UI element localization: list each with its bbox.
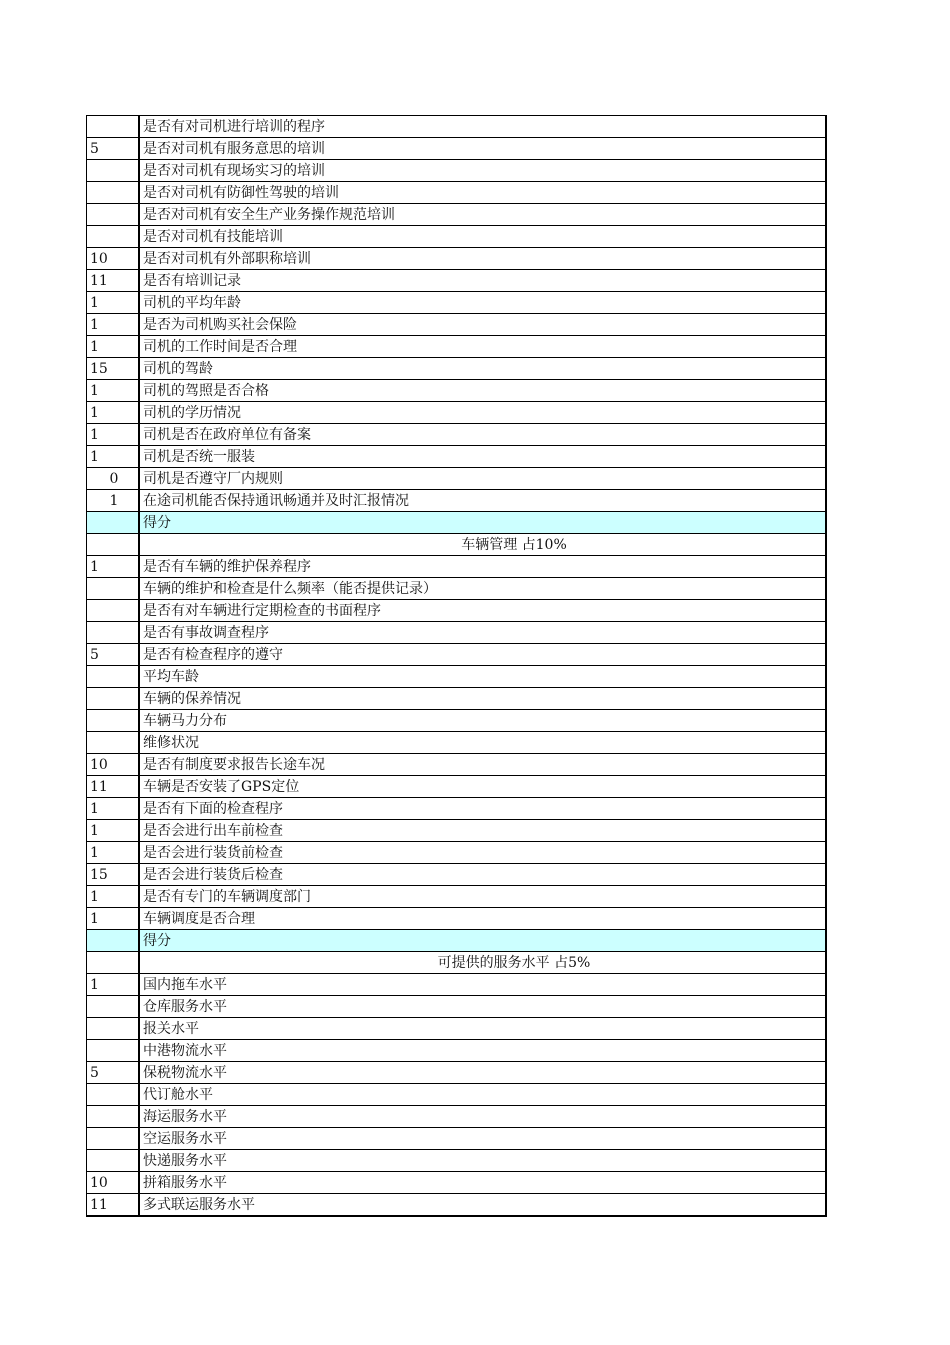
row-number-cell[interactable] xyxy=(87,226,140,248)
criterion-cell[interactable]: 司机的驾龄 xyxy=(139,358,826,380)
table-row xyxy=(87,820,827,842)
criterion-cell[interactable]: 仓库服务水平 xyxy=(139,996,826,1018)
row-number-cell[interactable]: 0 xyxy=(87,468,140,490)
criterion-cell[interactable]: 国内拖车水平 xyxy=(139,974,826,996)
table-row xyxy=(87,622,827,644)
table-row xyxy=(87,666,827,688)
table-row xyxy=(87,468,827,490)
criterion-cell[interactable]: 维修状况 xyxy=(139,732,826,754)
row-number-cell[interactable]: 11 xyxy=(87,776,140,798)
table-row xyxy=(87,974,827,996)
row-number-cell[interactable] xyxy=(87,1018,140,1040)
criterion-cell[interactable]: 是否有制度要求报告长途车况 xyxy=(139,754,826,776)
table-row xyxy=(87,314,827,336)
row-number-cell[interactable]: 5 xyxy=(87,138,140,160)
table-row xyxy=(87,226,827,248)
row-number-cell[interactable] xyxy=(87,1106,140,1128)
criterion-cell[interactable]: 多式联运服务水平 xyxy=(139,1194,826,1217)
row-number-cell[interactable] xyxy=(87,204,140,226)
criterion-cell[interactable]: 是否有下面的检查程序 xyxy=(139,798,826,820)
criterion-cell[interactable]: 车辆是否安装了GPS定位 xyxy=(139,776,826,798)
section-header-row xyxy=(87,952,827,974)
table-row xyxy=(87,1128,827,1150)
table-row xyxy=(87,754,827,776)
row-number-cell[interactable]: 1 xyxy=(87,336,140,358)
table-row xyxy=(87,578,827,600)
criterion-cell[interactable]: 在途司机能否保持通讯畅通并及时汇报情况 xyxy=(139,490,826,512)
row-number-cell[interactable] xyxy=(87,996,140,1018)
row-number-cell[interactable]: 15 xyxy=(87,864,140,886)
criterion-cell[interactable]: 保税物流水平 xyxy=(139,1062,826,1084)
criterion-cell[interactable]: 快递服务水平 xyxy=(139,1150,826,1172)
table-row xyxy=(87,732,827,754)
criterion-cell[interactable]: 是否会进行装货前检查 xyxy=(139,842,826,864)
row-number-cell[interactable] xyxy=(87,688,140,710)
row-number-cell[interactable] xyxy=(87,116,140,138)
table-row xyxy=(87,446,827,468)
section-title-cell[interactable] xyxy=(139,534,826,556)
row-number-cell[interactable] xyxy=(87,732,140,754)
table-row xyxy=(87,402,827,424)
criterion-cell[interactable]: 车辆调度是否合理 xyxy=(139,908,826,930)
row-number-cell[interactable]: 11 xyxy=(87,270,140,292)
criterion-cell[interactable]: 平均车龄 xyxy=(139,666,826,688)
evaluation-sheet xyxy=(86,115,827,1217)
row-number-cell[interactable] xyxy=(87,1084,140,1106)
row-number-cell[interactable]: 1 xyxy=(87,908,140,930)
table-row xyxy=(87,490,827,512)
table-row xyxy=(87,336,827,358)
criterion-cell[interactable]: 报关水平 xyxy=(139,1018,826,1040)
criterion-cell[interactable]: 是否有培训记录 xyxy=(139,270,826,292)
table-row xyxy=(87,138,827,160)
table-row xyxy=(87,600,827,622)
section-title: 车辆管理 占10% xyxy=(461,536,567,553)
score-row xyxy=(87,512,827,534)
criterion-cell[interactable]: 代订舱水平 xyxy=(139,1084,826,1106)
row-number-cell[interactable] xyxy=(87,160,140,182)
table-row xyxy=(87,424,827,446)
row-number-cell[interactable]: 1 xyxy=(87,490,140,512)
row-number-cell[interactable] xyxy=(87,1040,140,1062)
criterion-cell[interactable]: 车辆的保养情况 xyxy=(139,688,826,710)
criterion-cell[interactable]: 是否有检查程序的遵守 xyxy=(139,644,826,666)
table-row xyxy=(87,1194,827,1217)
table-row xyxy=(87,710,827,732)
sheet-body xyxy=(87,116,827,1217)
criterion-cell[interactable]: 是否对司机有外部职称培训 xyxy=(139,248,826,270)
table-row xyxy=(87,182,827,204)
table-row xyxy=(87,270,827,292)
table-row xyxy=(87,160,827,182)
criterion-cell[interactable]: 空运服务水平 xyxy=(139,1128,826,1150)
row-number-cell[interactable] xyxy=(87,666,140,688)
score-label-cell[interactable]: 得分 xyxy=(139,930,826,952)
table-row xyxy=(87,292,827,314)
row-number-cell[interactable]: 5 xyxy=(87,1062,140,1084)
row-number-cell[interactable]: 1 xyxy=(87,974,140,996)
criterion-cell[interactable]: 是否对司机有安全生产业务操作规范培训 xyxy=(139,204,826,226)
table-row xyxy=(87,688,827,710)
row-number-cell[interactable] xyxy=(87,534,140,556)
row-number-cell[interactable]: 10 xyxy=(87,248,140,270)
table-row xyxy=(87,204,827,226)
row-number-cell[interactable] xyxy=(87,710,140,732)
table-row xyxy=(87,842,827,864)
row-number-cell[interactable] xyxy=(87,952,140,974)
table-row xyxy=(87,1040,827,1062)
row-number-cell[interactable] xyxy=(87,182,140,204)
criterion-cell[interactable]: 车辆的维护和检查是什么频率（能否提供记录） xyxy=(139,578,826,600)
score-row xyxy=(87,930,827,952)
criterion-cell[interactable]: 司机的工作时间是否合理 xyxy=(139,336,826,358)
table-row xyxy=(87,1084,827,1106)
criterion-cell[interactable]: 中港物流水平 xyxy=(139,1040,826,1062)
table-row xyxy=(87,644,827,666)
criterion-cell[interactable]: 是否有专门的车辆调度部门 xyxy=(139,886,826,908)
row-number-cell[interactable] xyxy=(87,512,140,534)
row-number-cell[interactable] xyxy=(87,1128,140,1150)
row-number-cell[interactable]: 1 xyxy=(87,886,140,908)
section-header-row xyxy=(87,534,827,556)
criterion-cell[interactable]: 是否对司机有现场实习的培训 xyxy=(139,160,826,182)
table-row xyxy=(87,1172,827,1194)
row-number-cell[interactable] xyxy=(87,622,140,644)
row-number-cell[interactable] xyxy=(87,600,140,622)
criterion-cell[interactable]: 是否会进行装货后检查 xyxy=(139,864,826,886)
table-row xyxy=(87,776,827,798)
row-number-cell[interactable]: 10 xyxy=(87,754,140,776)
table-row xyxy=(87,116,827,138)
criterion-cell[interactable]: 司机的驾照是否合格 xyxy=(139,380,826,402)
row-number-cell[interactable]: 1 xyxy=(87,820,140,842)
row-number-cell[interactable]: 5 xyxy=(87,644,140,666)
row-number-cell[interactable] xyxy=(87,578,140,600)
table-row xyxy=(87,996,827,1018)
table-row xyxy=(87,248,827,270)
table-row xyxy=(87,1018,827,1040)
criterion-cell[interactable]: 是否对司机有服务意思的培训 xyxy=(139,138,826,160)
criterion-cell[interactable]: 是否对司机有防御性驾驶的培训 xyxy=(139,182,826,204)
row-number-cell[interactable]: 15 xyxy=(87,358,140,380)
table-row xyxy=(87,556,827,578)
criterion-cell[interactable]: 是否有对车辆进行定期检查的书面程序 xyxy=(139,600,826,622)
row-number-cell[interactable]: 1 xyxy=(87,446,140,468)
score-label-cell[interactable]: 得分 xyxy=(139,512,826,534)
row-number-cell[interactable]: 1 xyxy=(87,556,140,578)
criterion-cell[interactable]: 司机是否遵守厂内规则 xyxy=(139,468,826,490)
table-row xyxy=(87,798,827,820)
table-row xyxy=(87,1150,827,1172)
row-number-cell[interactable]: 1 xyxy=(87,842,140,864)
criterion-cell[interactable]: 是否会进行出车前检查 xyxy=(139,820,826,842)
row-number-cell[interactable]: 1 xyxy=(87,798,140,820)
criterion-cell[interactable]: 是否对司机有技能培训 xyxy=(139,226,826,248)
criterion-cell[interactable]: 是否有车辆的维护保养程序 xyxy=(139,556,826,578)
criterion-cell[interactable]: 司机的平均年龄 xyxy=(139,292,826,314)
row-number-cell[interactable]: 1 xyxy=(87,380,140,402)
row-number-cell[interactable] xyxy=(87,930,140,952)
criterion-cell[interactable]: 司机是否在政府单位有备案 xyxy=(139,424,826,446)
table-row xyxy=(87,380,827,402)
criterion-cell[interactable]: 拼箱服务水平 xyxy=(139,1172,826,1194)
criterion-cell[interactable]: 是否为司机购买社会保险 xyxy=(139,314,826,336)
criterion-cell[interactable]: 海运服务水平 xyxy=(139,1106,826,1128)
table-row xyxy=(87,886,827,908)
criterion-cell[interactable]: 是否有对司机进行培训的程序 xyxy=(139,116,826,138)
section-title-cell[interactable] xyxy=(139,952,826,974)
row-number-cell[interactable]: 10 xyxy=(87,1172,140,1194)
table-row xyxy=(87,908,827,930)
row-number-cell[interactable]: 11 xyxy=(87,1194,140,1217)
row-number-cell[interactable]: 1 xyxy=(87,402,140,424)
row-number-cell[interactable]: 1 xyxy=(87,314,140,336)
row-number-cell[interactable]: 1 xyxy=(87,292,140,314)
criterion-cell[interactable]: 司机的学历情况 xyxy=(139,402,826,424)
criterion-cell[interactable]: 车辆马力分布 xyxy=(139,710,826,732)
table-row xyxy=(87,864,827,886)
section-title: 可提供的服务水平 占5% xyxy=(437,954,591,971)
table-row xyxy=(87,1106,827,1128)
row-number-cell[interactable] xyxy=(87,1150,140,1172)
table-row xyxy=(87,358,827,380)
criterion-cell[interactable]: 是否有事故调查程序 xyxy=(139,622,826,644)
criterion-cell[interactable]: 司机是否统一服装 xyxy=(139,446,826,468)
row-number-cell[interactable]: 1 xyxy=(87,424,140,446)
table-row xyxy=(87,1062,827,1084)
